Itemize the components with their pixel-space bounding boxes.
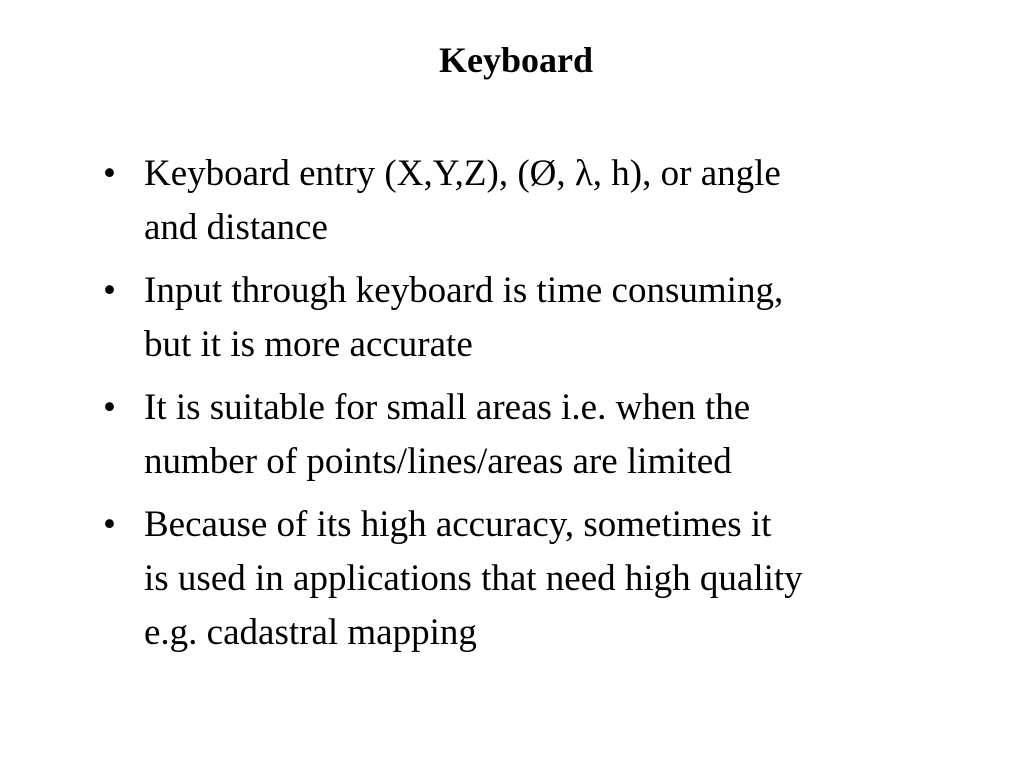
bullet-line: It is suitable for small areas i.e. when the: [144, 387, 751, 428]
bullet-line: Keyboard entry (X,Y,Z), (Ø, λ, h), or angle: [144, 153, 781, 194]
bullet-line: but it is more accurate: [144, 324, 473, 365]
bullet-marker: •: [103, 270, 116, 311]
bullet-line: e.g. cadastral mapping: [144, 612, 477, 653]
bullet-line: Because of its high accuracy, sometimes it: [144, 504, 772, 545]
bullet-line: and distance: [144, 207, 328, 248]
bullet-line: Input through keyboard is time consuming,: [144, 270, 784, 311]
bullet-item: [103, 264, 983, 372]
bullet-text: [144, 264, 983, 372]
bullet-text: [144, 147, 983, 255]
slide-title: Keyboard: [438, 40, 593, 80]
bullet-list: [103, 147, 983, 669]
bullet-text: [144, 498, 983, 660]
bullet-marker: •: [103, 153, 116, 194]
bullet-item: [103, 498, 983, 660]
bullet-line: number of points/lines/areas are limited: [144, 441, 732, 482]
bullet-line: is used in applications that need high quality: [144, 558, 803, 599]
bullet-marker: •: [103, 504, 116, 545]
bullet-item: [103, 147, 983, 255]
bullet-item: [103, 381, 983, 489]
bullet-marker: •: [103, 387, 116, 428]
bullet-text: [144, 381, 983, 489]
